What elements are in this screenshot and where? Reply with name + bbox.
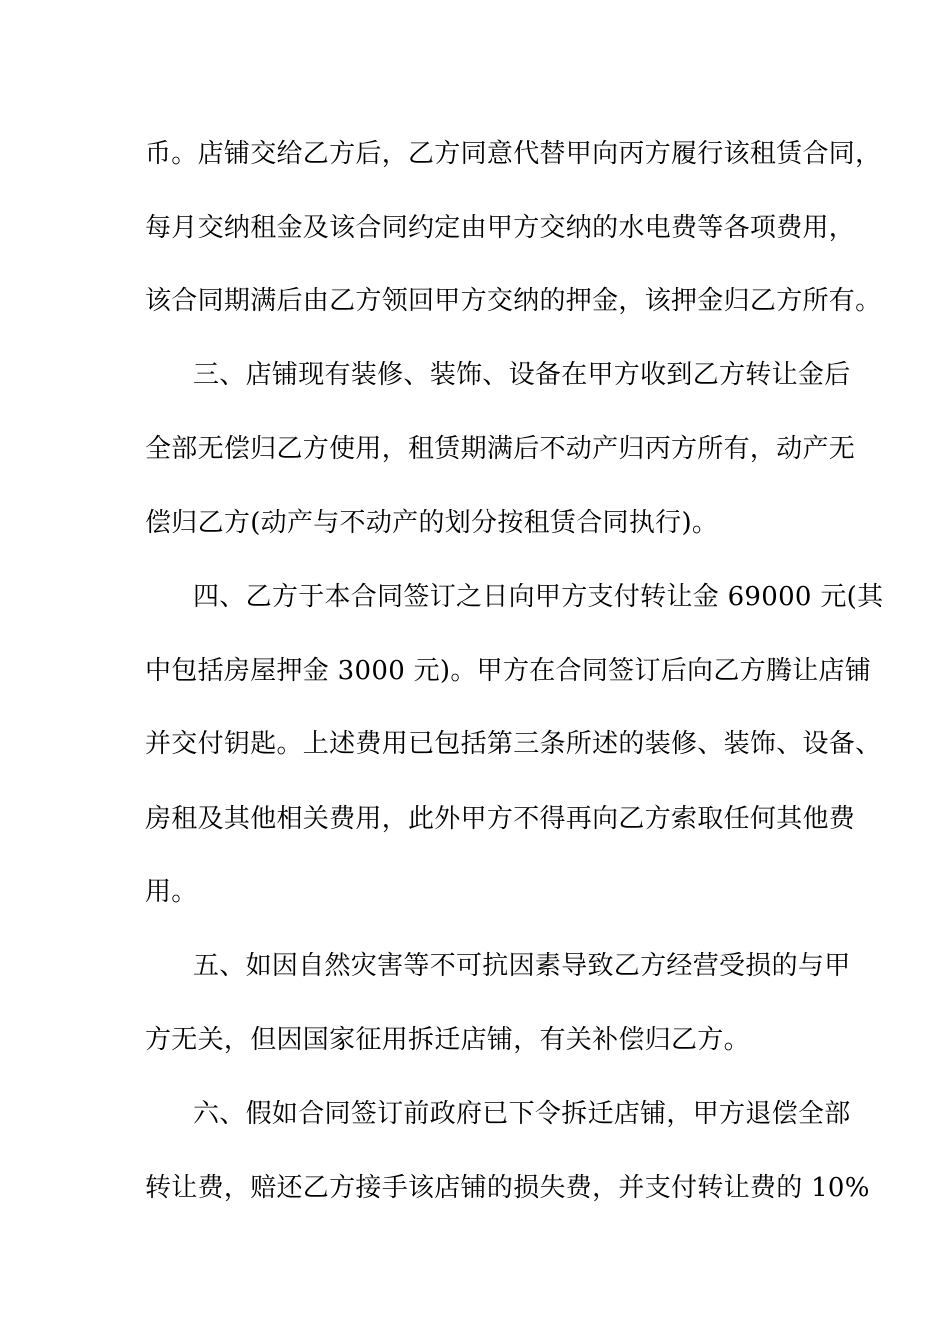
text-line-8: 中包括房屋押金 3000 元)。甲方在合同签订后向乙方腾让店铺	[145, 656, 872, 686]
text-line-12: 五、如因自然灾害等不可抗因素导致乙方经营受损的与甲	[193, 951, 851, 981]
text-line-3: 该合同期满后由乙方领回甲方交纳的押金，该押金归乙方所有。	[145, 286, 882, 316]
text-line-11: 用。	[145, 877, 198, 907]
text-line-1: 币。店铺交给乙方后，乙方同意代替甲向丙方履行该租赁合同，	[145, 139, 882, 169]
text-line-2: 每月交纳租金及该合同约定由甲方交纳的水电费等各项费用，	[145, 213, 856, 243]
text-line-14: 六、假如合同签订前政府已下令拆迁店铺，甲方退偿全部	[193, 1099, 851, 1129]
text-line-7: 四、乙方于本合同签订之日向甲方支付转让金 69000 元(其	[193, 582, 884, 612]
text-line-10: 房租及其他相关费用，此外甲方不得再向乙方索取任何其他费	[145, 804, 856, 834]
text-line-9: 并交付钥匙。上述费用已包括第三条所述的装修、装饰、设备、	[145, 729, 882, 759]
text-line-5: 全部无偿归乙方使用，租赁期满后不动产归丙方所有，动产无	[145, 434, 856, 464]
text-line-4: 三、店铺现有装修、装饰、设备在甲方收到乙方转让金后	[193, 360, 851, 390]
text-line-6: 偿归乙方(动产与不动产的划分按租赁合同执行)。	[145, 508, 719, 538]
text-line-15: 转让费，赔还乙方接手该店铺的损失费，并支付转让费的 10%	[145, 1173, 870, 1203]
text-line-13: 方无关，但因国家征用拆迁店铺，有关补偿归乙方。	[145, 1025, 750, 1055]
